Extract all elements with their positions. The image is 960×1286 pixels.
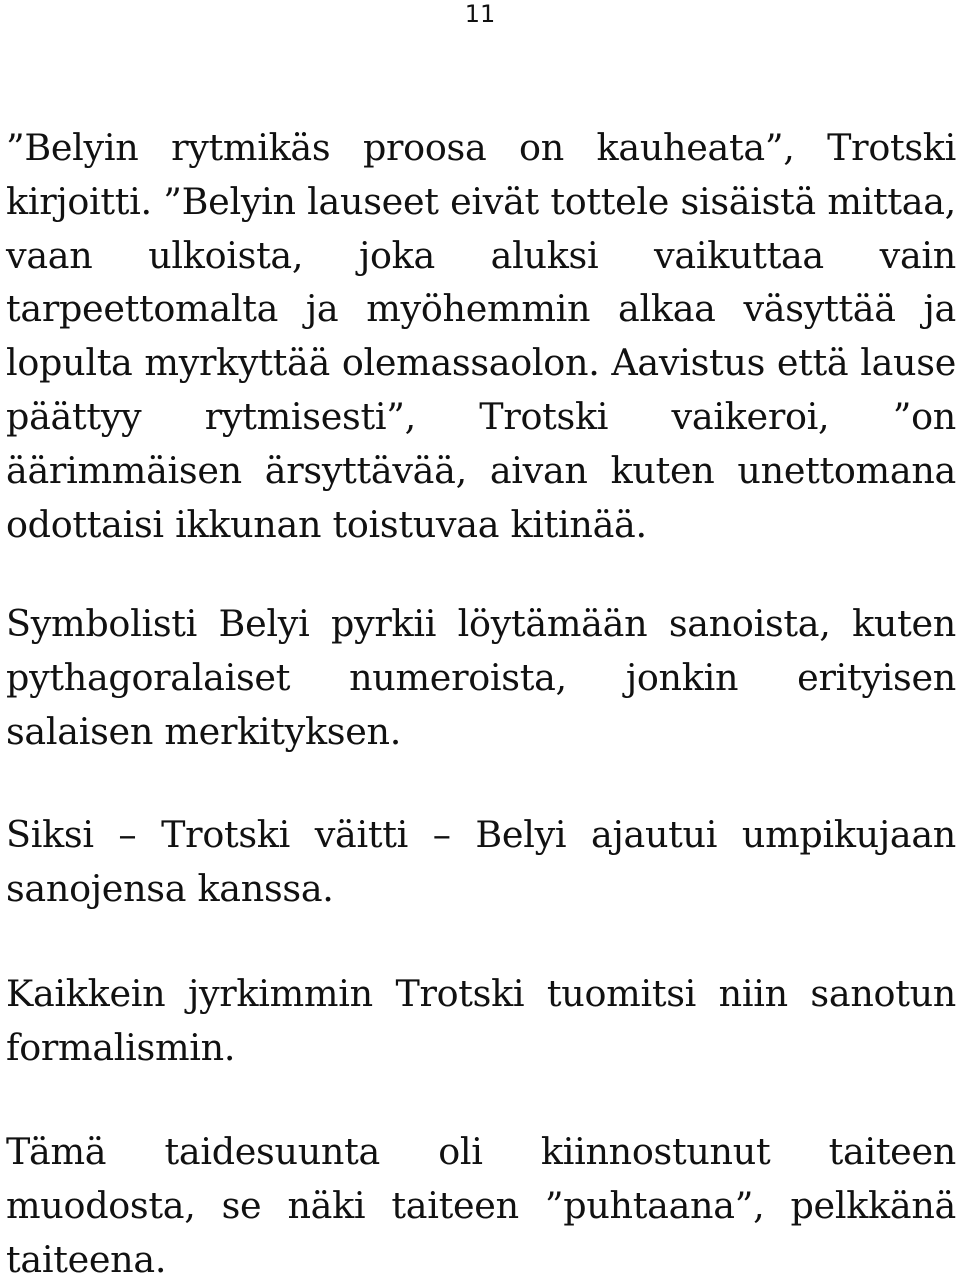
paragraph-formalism: Kaikkein jyrkimmin Trotski tuomitsi niin sanotun formalismin. [6,972,956,1069]
page-number: 11 [464,0,496,28]
paragraph-art-form: Tämä taidesuunta oli kiinnostunut taiteen muodosta, se näki taiteen ”puhtaana”, pelkkänä taiteena. [6,1130,956,1281]
paragraph-dead-end: Siksi – Trotski väitti – Belyi ajautui umpikujaan sanojensa kanssa. [6,813,956,910]
paragraph-symbolist: Symbolisti Belyi pyrkii löytämään sanoista, kuten pythagoralaiset numeroista, jonkin erityisen salaisen merkityksen. [6,602,956,753]
paragraph-belyi-prose: ”Belyin rytmikäs proosa on kauheata”, Trotski kirjoitti. ”Belyin lauseet eivät tottele sisäistä mittaa, vaan ulkoista, joka aluksi vaikuttaa vain tarpeettomalta ja myöhemmin alkaa väsyttää ja lopulta myrkyttää olemassaolon. Aavistus että lause päättyy rytmisesti”, Trotski vaikeroi, ”on äärimmäisen ärsyttävää, aivan kuten unettomana odottaisi ikkunan toistuvaa kitinää. [6,126,956,546]
